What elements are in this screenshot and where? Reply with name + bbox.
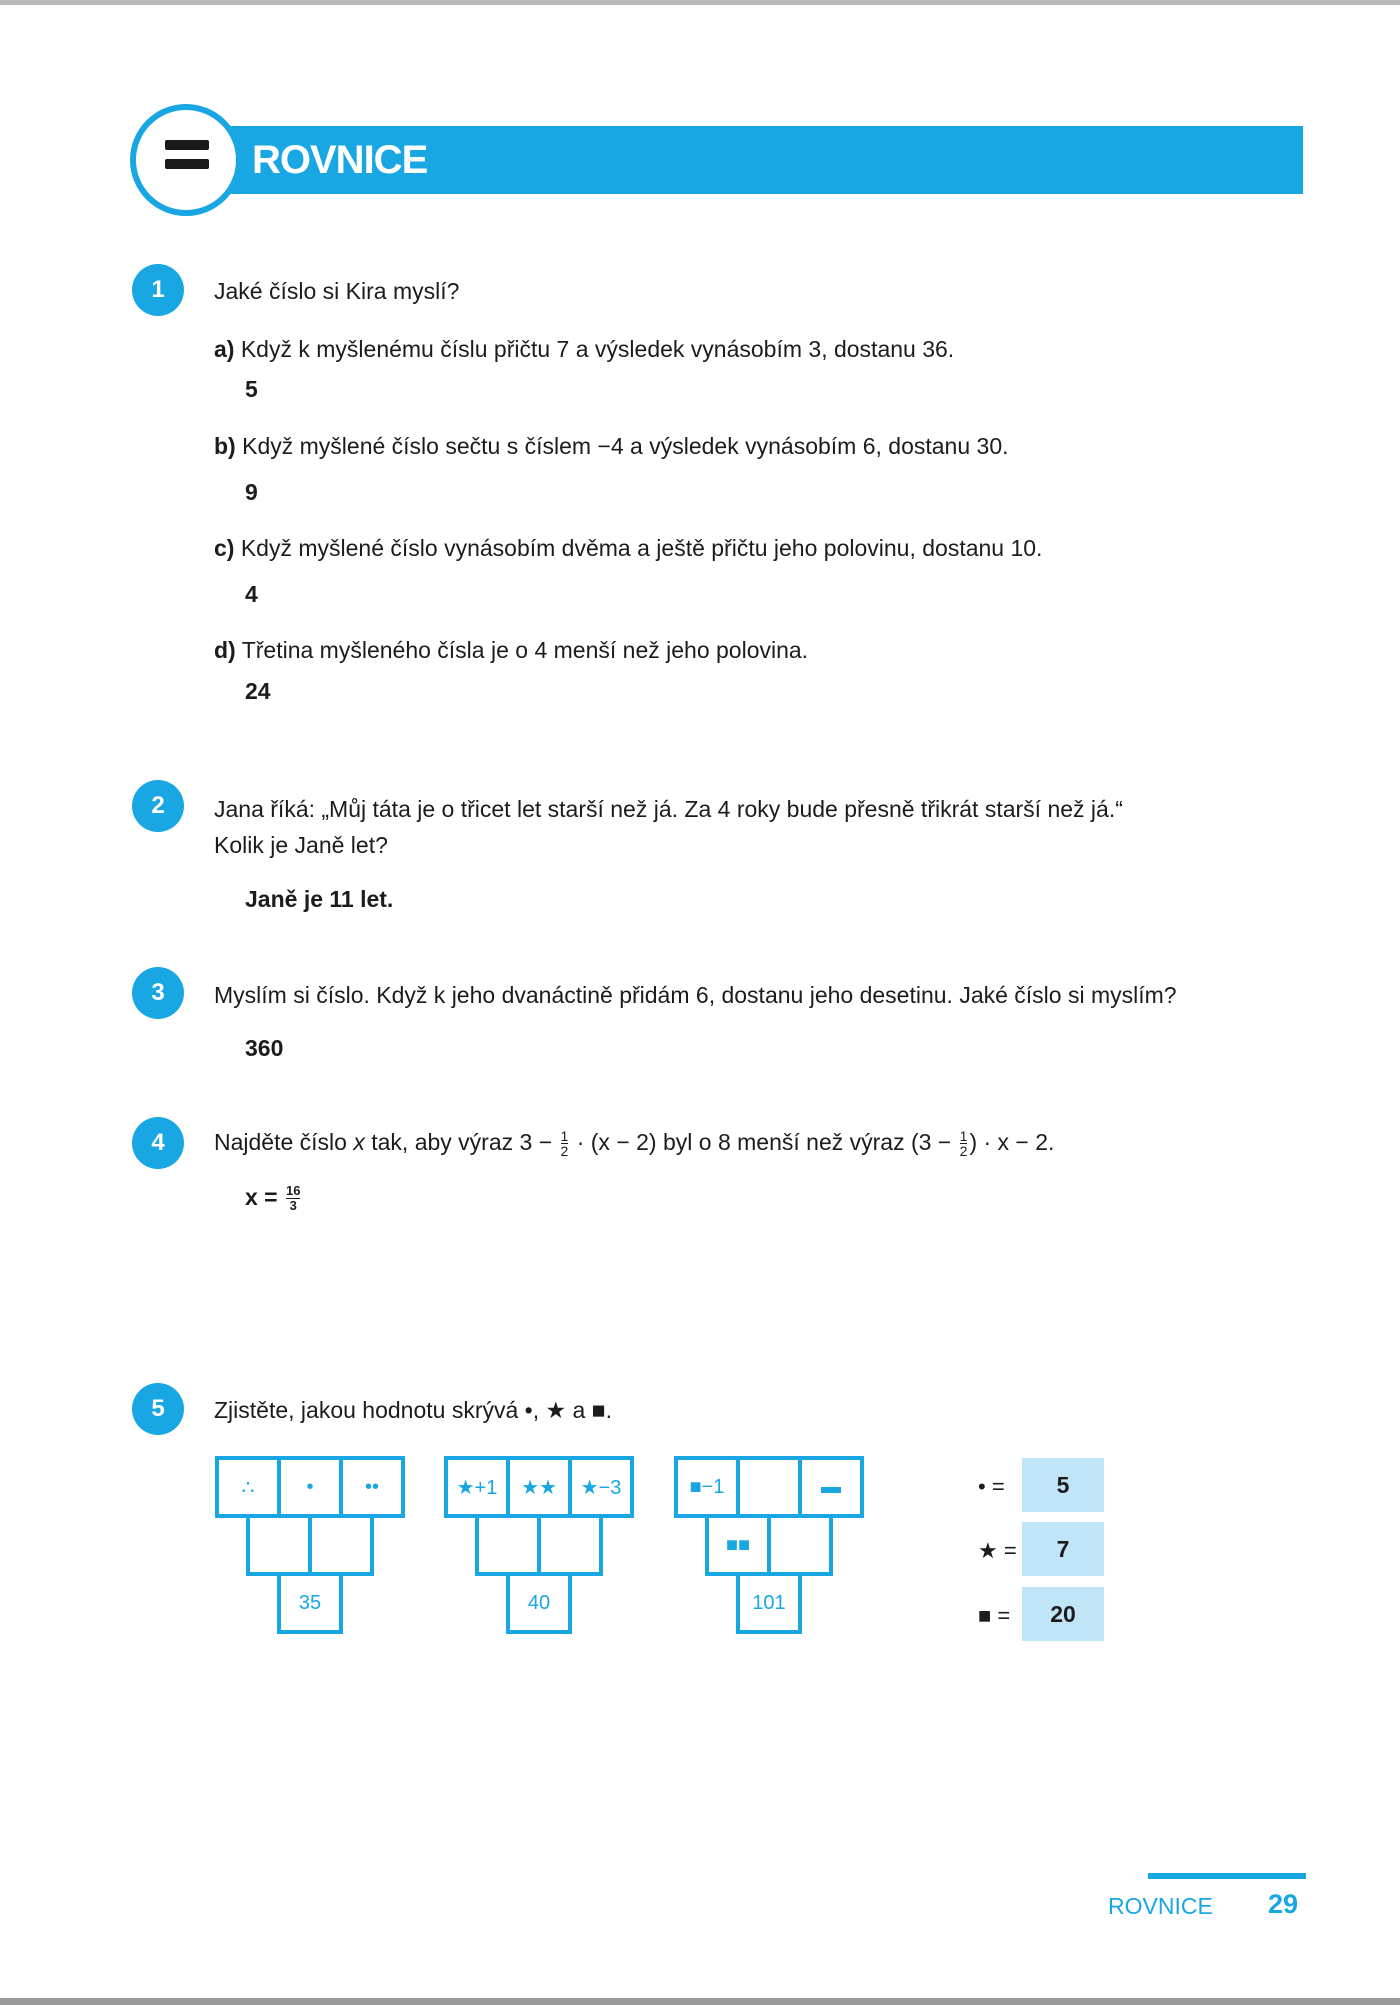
pyramid-cell — [537, 1514, 603, 1576]
fraction-one-half: $\frac{1}{2}$ — [959, 1128, 968, 1160]
task-2-question-line2: Kolik je Janě let? — [214, 832, 388, 858]
star-solution-label: ★ = — [978, 1538, 1017, 1563]
footer-chapter-label: ROVNICE — [1108, 1893, 1213, 1919]
task-1d-answer: 24 — [245, 678, 271, 704]
pyramid-cell: ▬ — [798, 1456, 864, 1518]
task-1-question: Jaké číslo si Kira myslí? — [214, 278, 460, 304]
task-1a-answer: 5 — [245, 376, 258, 402]
task-1c-answer: 4 — [245, 581, 258, 607]
page-top-edge — [0, 0, 1400, 5]
fraction-one-half: $\frac{1}{2}$ — [560, 1128, 569, 1160]
task-4-answer: x = $\frac{16}{3}$ — [245, 1183, 301, 1214]
task-number-4: 4 — [132, 1117, 184, 1169]
task-1d-text: d) Třetina myšleného čísla je o 4 menší než jeho polovina. — [214, 637, 809, 663]
dot-solution-value: 5 — [1022, 1458, 1104, 1512]
page-bottom-edge — [0, 1998, 1400, 2005]
task-3-question: Myslím si číslo. Když k jeho dvanáctině přidám 6, dostanu jeho desetinu. Jaké číslo si myslím? — [214, 982, 1177, 1008]
pyramid-cell — [308, 1514, 374, 1576]
pyramid-cell: 101 — [736, 1572, 802, 1634]
pyramid-cell: ■−1 — [674, 1456, 740, 1518]
pyramid-cell: ★+1 — [444, 1456, 510, 1518]
pyramid-cell: •• — [339, 1456, 405, 1518]
pyramid-cell — [475, 1514, 541, 1576]
pyramid-cell: ★★ — [506, 1456, 572, 1518]
pyramid-cell: • — [277, 1456, 343, 1518]
equals-icon-bar-bottom — [165, 159, 209, 169]
answer-fraction: $\frac{16}{3}$ — [286, 1183, 301, 1214]
task-number-1: 1 — [132, 264, 184, 316]
pyramid-cell — [246, 1514, 312, 1576]
task-3-answer: 360 — [245, 1035, 284, 1061]
task-1a-text: a) Když k myšlenému číslu přičtu 7 a výsledek vynásobím 3, dostanu 36. — [214, 336, 955, 362]
pyramid-cell — [736, 1456, 802, 1518]
task-number-3: 3 — [132, 967, 184, 1019]
pyramid-cell: 35 — [277, 1572, 343, 1634]
task-4-question: Najděte číslo x tak, aby výraz 3 − $\frac{1}{2}$ · (x − 2) byl o 8 menší než výraz (3 − $\frac{1}{2}$ ) · x − 2. — [214, 1128, 1055, 1160]
page-number: 29 — [1268, 1889, 1299, 1919]
pyramid-cell — [767, 1514, 833, 1576]
pyramid-cell: ∴ — [215, 1456, 281, 1518]
task-number-2: 2 — [132, 780, 184, 832]
pyramid-cell: ★−3 — [568, 1456, 634, 1518]
task-1c-text: c) Když myšlené číslo vynásobím dvěma a ještě přičtu jeho polovinu, dostanu 10. — [214, 535, 1043, 561]
pyramid-cell: ■■ — [705, 1514, 771, 1576]
dot-solution-label: • = — [978, 1474, 1005, 1499]
footer-rule — [1148, 1873, 1306, 1879]
task-number-5: 5 — [132, 1383, 184, 1435]
chapter-title: ROVNICE — [252, 138, 428, 182]
star-solution-value: 7 — [1022, 1522, 1104, 1576]
pyramid-cell: 40 — [506, 1572, 572, 1634]
task-1b-text: b) Když myšlené číslo sečtu s číslem −4 a výsledek vynásobím 6, dostanu 30. — [214, 433, 1009, 459]
task-1b-answer: 9 — [245, 479, 258, 505]
equals-icon — [130, 104, 242, 216]
task-5-question: Zjistěte, jakou hodnotu skrývá •, ★ a ■. — [214, 1397, 612, 1423]
square-solution-label: ■ = — [978, 1603, 1011, 1628]
task-2-question-line1: Jana říká: „Můj táta je o třicet let starší než já. Za 4 roky bude přesně třikrát starší než já.“ — [214, 796, 1123, 822]
square-solution-value: 20 — [1022, 1587, 1104, 1641]
task-2-answer: Janě je 11 let. — [245, 886, 394, 912]
equals-icon-bar-top — [165, 140, 209, 150]
